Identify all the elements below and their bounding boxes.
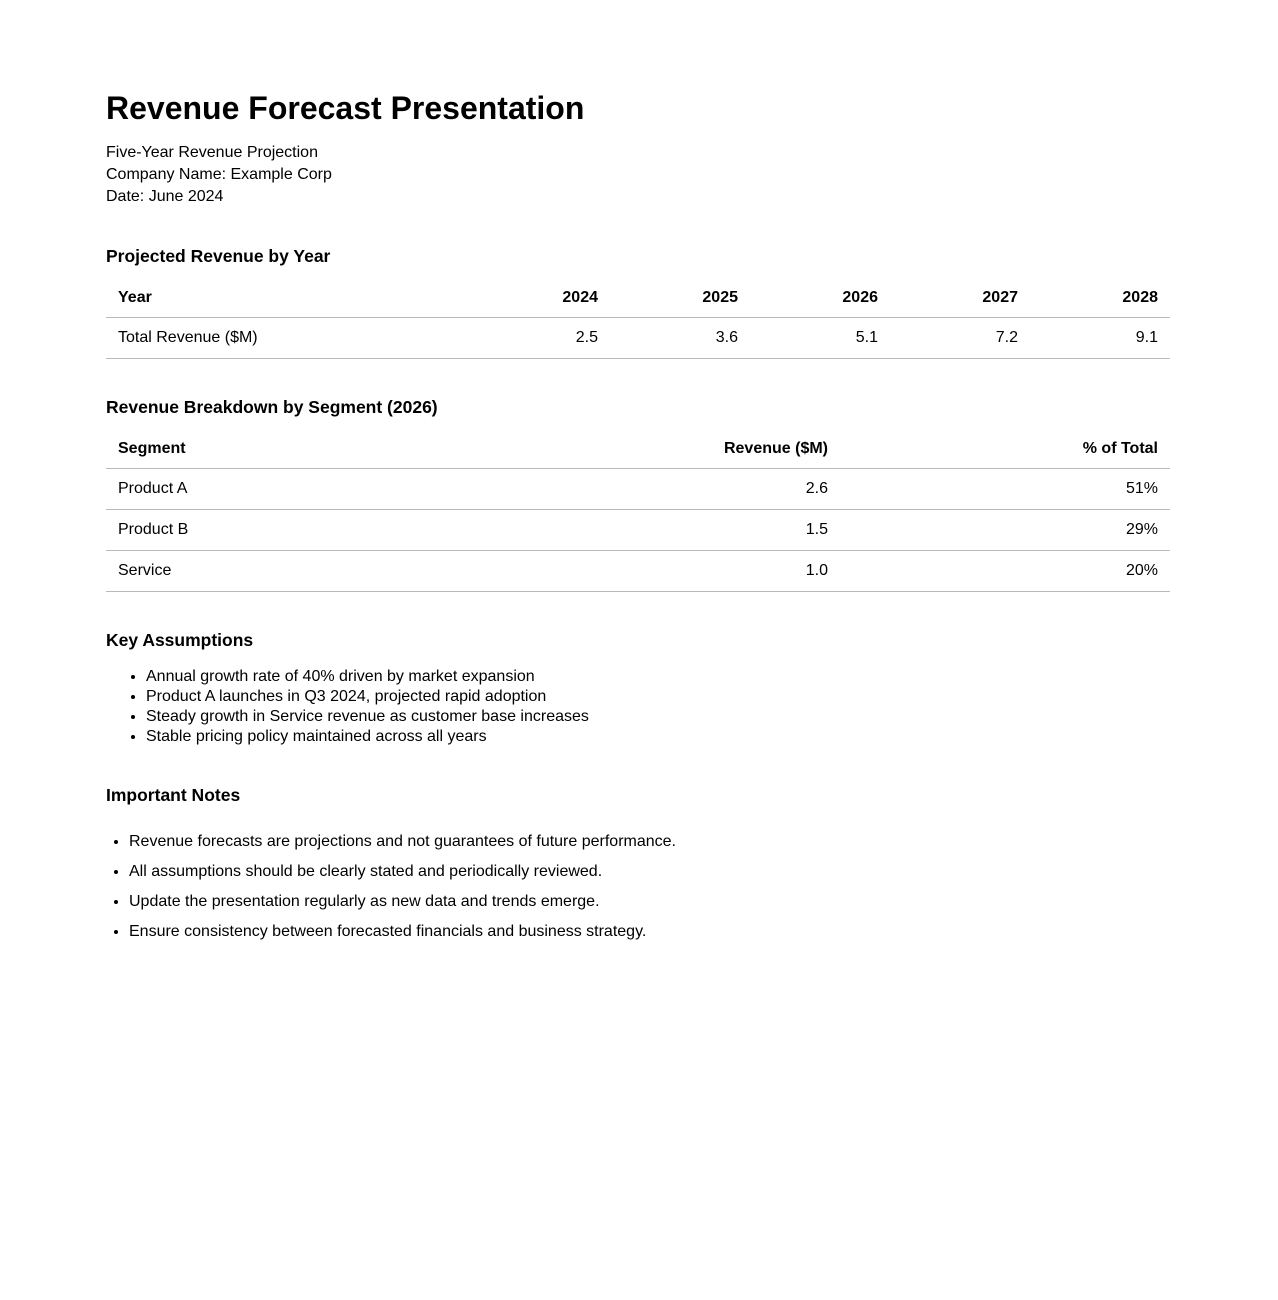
- heading-segment-breakdown: Revenue Breakdown by Segment (2026): [106, 397, 438, 417]
- list-item: • Ensure consistency between forecasted financials and business strategy.: [129, 922, 1170, 942]
- list-item: • Steady growth in Service revenue as customer base increases: [146, 707, 1170, 727]
- subtitle-company: Company Name: Example Corp: [106, 166, 332, 183]
- page-title: Revenue Forecast Presentation: [106, 90, 585, 126]
- segment-header-row: [106, 430, 1170, 469]
- col-header-revenue: Revenue ($M): [570, 430, 840, 469]
- col-header-segment: Segment: [106, 430, 570, 469]
- list-item: • Update the presentation regularly as new data and trends emerge.: [129, 892, 1170, 912]
- col-header-2028: 2028: [1030, 279, 1170, 318]
- subtitle-block: [106, 142, 1170, 208]
- segment-pct: 29%: [840, 510, 1170, 551]
- col-header-year: Year: [106, 279, 470, 318]
- col-header-2026: 2026: [750, 279, 890, 318]
- segment-pct: 51%: [840, 469, 1170, 510]
- col-header-pct-of-total: % of Total: [840, 430, 1170, 469]
- segment-breakdown-table: [106, 430, 1170, 592]
- segment-revenue: 1.0: [570, 551, 840, 592]
- segment-revenue: 2.6: [570, 469, 840, 510]
- revenue-2025-cell: 3.6: [610, 318, 750, 359]
- heading-important-notes: Important Notes: [106, 785, 241, 805]
- table-row-product-b: [106, 510, 1170, 551]
- revenue-2027-cell: 7.2: [890, 318, 1030, 359]
- list-item: • Revenue forecasts are projections and not guarantees of future performance.: [129, 832, 1170, 852]
- list-item: • Stable pricing policy maintained across all years: [146, 727, 1170, 747]
- subtitle-projection: Five-Year Revenue Projection: [106, 144, 318, 161]
- segment-name: Product B: [106, 510, 570, 551]
- subtitle-date: Date: June 2024: [106, 188, 224, 205]
- col-header-2024: 2024: [470, 279, 610, 318]
- revenue-2024-cell: 2.5: [470, 318, 610, 359]
- list-item: • Annual growth rate of 40% driven by market expansion: [146, 667, 1170, 687]
- heading-key-assumptions: Key Assumptions: [106, 630, 254, 650]
- list-item: • Product A launches in Q3 2024, projected rapid adoption: [146, 687, 1170, 707]
- total-revenue-label: Total Revenue ($M): [106, 318, 470, 359]
- segment-pct: 20%: [840, 551, 1170, 592]
- total-revenue-row: [106, 318, 1170, 359]
- segment-revenue: 1.5: [570, 510, 840, 551]
- table-row-service: [106, 551, 1170, 592]
- revenue-2028-cell: 9.1: [1030, 318, 1170, 359]
- projected-revenue-header-row: [106, 279, 1170, 318]
- heading-projected-revenue: Projected Revenue by Year: [106, 246, 331, 266]
- col-header-2025: 2025: [610, 279, 750, 318]
- col-header-2027: 2027: [890, 279, 1030, 318]
- segment-name: Product A: [106, 469, 570, 510]
- important-notes-list: [106, 832, 1170, 942]
- revenue-2026-cell: 5.1: [750, 318, 890, 359]
- projected-revenue-table: [106, 279, 1170, 359]
- list-item: • All assumptions should be clearly stated and periodically reviewed.: [129, 862, 1170, 882]
- key-assumptions-list: [106, 667, 1170, 747]
- segment-name: Service: [106, 551, 570, 592]
- table-row-product-a: [106, 469, 1170, 510]
